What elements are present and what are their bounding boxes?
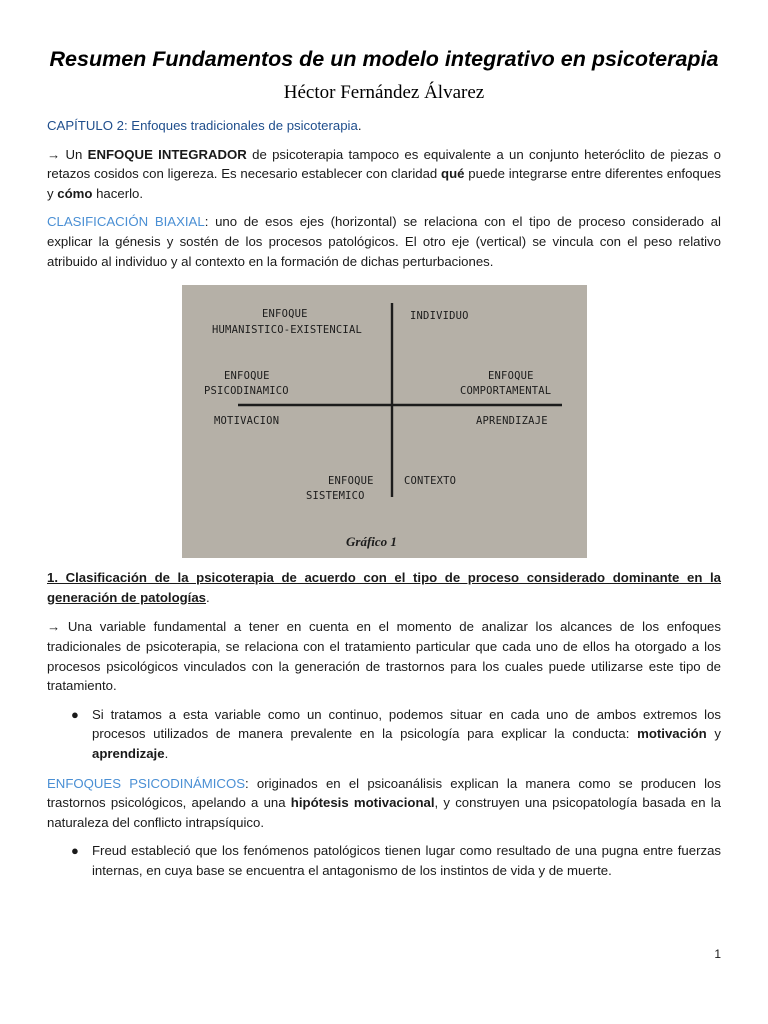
text-run: .	[206, 589, 210, 605]
text-run: → Una variable fundamental a tener en cuenta en el momento de analizar los alcances de los enfoques tradicionales de psicoterapia, se relaciona con el tratamiento particular que cada uno de ellos ha otorgado a los procesos psicológicos vinculados con la generación de trastornos para los cuales puede utilizarse este tipo de tratamiento.	[47, 619, 721, 694]
section-1-heading	[47, 568, 721, 607]
paragraph-clasificacion-biaxial	[47, 212, 721, 271]
bullet-item-freud	[47, 841, 721, 880]
bullet-text-continuo	[92, 707, 721, 761]
figure-caption: Gráfico 1	[345, 534, 397, 550]
text-run: .	[164, 745, 169, 761]
text-run: hacerlo.	[92, 185, 144, 201]
label-psicodinamico-line2: PSICODINAMICO	[203, 385, 289, 398]
document-page	[47, 0, 721, 1024]
paragraph-variable-fundamental	[47, 617, 721, 695]
text-run: : originados en el psicoanálisis explican la manera como se producen los trastornos psicológicos, apelando a una	[47, 775, 721, 811]
text-run: 1. Clasificación de la psicoterapia de acuerdo con el tipo de proceso considerado dominante en la generación de patologías	[47, 570, 721, 605]
bullet-dot-icon: ●	[71, 843, 79, 859]
label-sistemico-line1: ENFOQUE	[327, 475, 374, 488]
text-run: puede integrarse entre diferentes enfoques y	[47, 166, 721, 201]
label-contexto: CONTEXTO	[403, 475, 456, 488]
label-humanistico-line1: ENFOQUE	[261, 308, 308, 321]
label-sistemico-line2: SISTEMICO	[305, 490, 365, 503]
text-run: motivación	[637, 726, 707, 742]
label-comportamental-line1: ENFOQUE	[487, 370, 534, 383]
text-run: y	[706, 726, 721, 742]
bullet-item-continuo	[47, 705, 721, 764]
label-individuo: INDIVIDUO	[409, 310, 469, 323]
label-humanistico-line2: HUMANISTICO-EXISTENCIAL	[211, 324, 362, 337]
paragraph-enfoque-integrador	[47, 145, 721, 204]
text-run: qué	[441, 166, 465, 182]
biaxial-diagram-figure	[182, 285, 587, 558]
bullet-dot-icon: ●	[71, 706, 79, 722]
text-run: Si tratamos a esta variable como un continuo, podemos situar en cada uno de ambos extremos los procesos utilizados de manera prevalente en la psicología para explicar la conducta:	[92, 706, 721, 742]
text-run: hipótesis motivacional	[290, 795, 435, 811]
bullet-text-freud	[92, 843, 721, 878]
label-psicodinamico-line1: ENFOQUE	[223, 370, 270, 383]
paragraph-enfoques-psicodinamicos	[47, 774, 721, 833]
text-run: ENFOQUES PSICODINÁMICOS	[47, 775, 245, 791]
biaxial-diagram	[182, 285, 587, 558]
label-comportamental-line2: COMPORTAMENTAL	[459, 385, 551, 398]
text-run: CAPÍTULO 2: Enfoques tradicionales de psicoterapia	[47, 118, 358, 133]
document-title: Resumen Fundamentos de un modelo integrativo en psicoterapia	[49, 47, 719, 71]
text-run: → Un	[47, 146, 88, 162]
chapter-heading	[47, 116, 721, 136]
text-run: : uno de esos ejes (horizontal) se relaciona con el tipo de proceso considerado al explicar la génesis y sostén de los procesos patológicos. El otro eje (vertical) se vincula con el peso relativo atribuido al individuo y al contexto en la formación de dichas perturbaciones.	[47, 214, 721, 269]
text-run: ENFOQUE INTEGRADOR	[87, 146, 247, 162]
text-run: CLASIFICACIÓN BIAXIAL	[47, 214, 205, 230]
text-run: aprendizaje	[92, 745, 165, 761]
text-run: Freud estableció que los fenómenos patológicos tienen lugar como resultado de una pugna entre fuerzas internas, en cuya base se encuentra el antagonismo de los instintos de vida y de muerte.	[92, 843, 721, 878]
text-run: .	[357, 118, 362, 133]
text-run: , y construyen una psicopatología basada en la naturaleza del conflicto intrapsíquico.	[47, 795, 721, 830]
text-run: de psicoterapia tampoco es equivalente a un conjunto heteróclito de piezas o retazos cosidos con ligereza. Es necesario establecer con claridad	[47, 146, 722, 182]
page-number: 1	[714, 947, 721, 961]
label-aprendizaje: APRENDIZAJE	[475, 415, 548, 428]
document-author: Héctor Fernández Álvarez	[283, 82, 485, 103]
label-motivacion: MOTIVACION	[213, 415, 279, 428]
text-run: cómo	[57, 185, 93, 201]
